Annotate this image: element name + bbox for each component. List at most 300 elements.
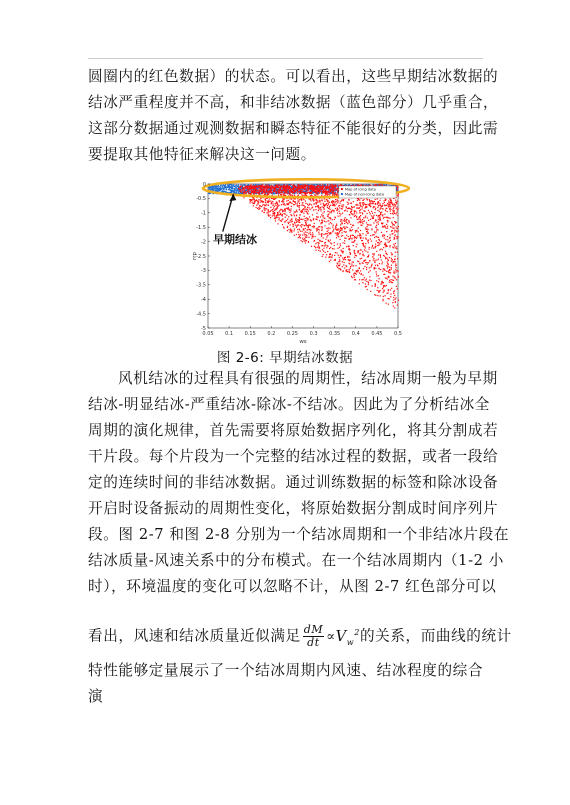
icing-point [397, 236, 398, 237]
icing-point [255, 207, 256, 208]
icing-point [395, 206, 396, 207]
icing-point [305, 242, 306, 243]
text-line: 段。图 2-7 和图 2-8 分别为一个结冰周期和一个非结冰片段在 [88, 526, 510, 543]
icing-point [291, 188, 292, 189]
icing-point [356, 246, 357, 247]
icing-point [327, 201, 328, 202]
icing-point [305, 209, 306, 210]
text-line: 定的连续时间的非结冰数据。通过训练数据的标签和除冰设备 [88, 474, 499, 491]
icing-point [245, 191, 246, 192]
icing-point [368, 249, 369, 250]
icing-point [298, 232, 299, 233]
icing-point [334, 242, 335, 243]
icing-point [397, 252, 398, 253]
icing-point [292, 195, 293, 196]
icing-point [361, 222, 362, 223]
icing-point [349, 269, 350, 270]
icing-point [271, 203, 272, 204]
formula-text-after: 的关系，而曲线的统计 [359, 627, 512, 645]
icing-point [364, 266, 365, 267]
icing-point [305, 200, 306, 201]
icing-point [365, 237, 366, 238]
icing-point [304, 220, 305, 221]
icing-point [334, 245, 335, 246]
icing-point [352, 235, 353, 236]
icing-point [361, 240, 362, 241]
icing-point [325, 257, 326, 258]
icing-point [323, 254, 324, 255]
icing-point [279, 212, 280, 213]
icing-point [285, 191, 286, 192]
icing-point [363, 268, 364, 269]
icing-point [365, 215, 366, 216]
icing-point [248, 193, 249, 194]
icing-point [289, 231, 290, 232]
icing-point [369, 247, 370, 248]
icing-point [391, 282, 392, 283]
icing-point [396, 246, 397, 247]
icing-point [317, 247, 318, 248]
icing-point [383, 200, 384, 201]
icing-point [284, 187, 285, 188]
icing-point [385, 217, 386, 218]
icing-point [396, 203, 397, 204]
non-icing-point [226, 188, 227, 189]
icing-point [350, 254, 351, 255]
icing-point [362, 223, 363, 224]
icing-point [363, 221, 364, 222]
icing-point [339, 259, 340, 260]
icing-point [335, 252, 336, 253]
icing-point [314, 194, 315, 195]
icing-point [324, 245, 325, 246]
icing-point [283, 184, 284, 185]
icing-point [342, 229, 343, 230]
icing-point [350, 212, 351, 213]
x-tick-label: 0.05 [202, 331, 214, 337]
x-tick-label: 0.2 [267, 331, 276, 337]
icing-point [268, 213, 269, 214]
icing-point [304, 234, 305, 235]
icing-point [381, 205, 382, 206]
icing-point [378, 215, 379, 216]
y-tick-label: -2.5 [196, 253, 206, 260]
icing-point [294, 186, 295, 187]
icing-point [268, 186, 269, 187]
icing-point [371, 200, 372, 201]
icing-point [302, 185, 303, 186]
icing-point [375, 220, 376, 221]
icing-point [360, 237, 361, 238]
icing-point [298, 234, 299, 235]
icing-point [349, 214, 350, 215]
icing-point [323, 251, 324, 252]
icing-point [263, 186, 264, 187]
icing-point [372, 285, 373, 286]
icing-point [312, 235, 313, 236]
icing-point [363, 246, 364, 247]
icing-point [312, 226, 313, 227]
x-tick-label: 0.3 [309, 331, 318, 337]
icing-point [335, 228, 336, 229]
icing-point [363, 202, 364, 203]
icing-point [283, 213, 284, 214]
icing-point [395, 247, 396, 248]
icing-point [397, 208, 398, 209]
icing-point [378, 254, 379, 255]
icing-point [309, 216, 310, 217]
icing-point [363, 243, 364, 244]
icing-point [328, 216, 329, 217]
icing-point [275, 185, 276, 186]
icing-point [328, 232, 329, 233]
icing-point [291, 206, 292, 207]
icing-point [304, 205, 305, 206]
icing-point [329, 185, 330, 186]
icing-point [371, 247, 372, 248]
icing-point [305, 186, 306, 187]
y-tick-label: -1 [201, 210, 206, 217]
icing-point [346, 231, 347, 232]
icing-point [339, 213, 340, 214]
icing-point [377, 287, 378, 288]
icing-point [296, 220, 297, 221]
icing-point [382, 282, 383, 283]
icing-point [258, 185, 259, 186]
non-icing-point [231, 190, 232, 191]
icing-point [300, 199, 301, 200]
icing-point [299, 214, 300, 215]
icing-point [261, 206, 262, 207]
icing-point [383, 218, 384, 219]
icing-point [316, 230, 317, 231]
icing-point [393, 306, 394, 307]
icing-point [392, 213, 393, 214]
icing-point [282, 209, 283, 210]
icing-point [357, 235, 358, 236]
icing-point [239, 189, 240, 190]
icing-point [349, 272, 350, 273]
icing-point [249, 202, 250, 203]
icing-point [286, 187, 287, 188]
icing-point [388, 304, 389, 305]
icing-point [311, 238, 312, 239]
icing-point [378, 259, 379, 260]
icing-point [259, 190, 260, 191]
icing-point [383, 234, 384, 235]
icing-point [313, 200, 314, 201]
icing-point [306, 237, 307, 238]
icing-point [384, 237, 385, 238]
non-icing-point [209, 188, 210, 189]
icing-point [322, 184, 323, 185]
non-icing-point [225, 191, 226, 192]
icing-point [389, 208, 390, 209]
icing-point [312, 199, 313, 200]
icing-point [282, 201, 283, 202]
icing-point [384, 286, 385, 287]
icing-point [393, 299, 394, 300]
icing-point [302, 224, 303, 225]
icing-point [368, 205, 369, 206]
icing-point [284, 189, 285, 190]
icing-point [386, 265, 387, 266]
icing-point [275, 217, 276, 218]
icing-point [379, 243, 380, 244]
icing-point [322, 256, 323, 257]
icing-point [264, 212, 265, 213]
icing-point [312, 188, 313, 189]
icing-point [281, 204, 282, 205]
icing-point [371, 215, 372, 216]
icing-point [326, 228, 327, 229]
icing-point [298, 221, 299, 222]
icing-point [328, 227, 329, 228]
icing-point [322, 186, 323, 187]
icing-point [394, 237, 395, 238]
icing-point [396, 228, 397, 229]
icing-point [299, 209, 300, 210]
icing-point [274, 213, 275, 214]
icing-point [253, 185, 254, 186]
icing-point [390, 213, 391, 214]
non-icing-point [237, 193, 238, 194]
icing-point [371, 211, 372, 212]
icing-point [356, 212, 357, 213]
icing-point [301, 224, 302, 225]
text-line: 结冰质量-风速关系中的分布模式。在一个结冰周期内（1-2 小 [88, 552, 504, 569]
icing-point [330, 232, 331, 233]
icing-point [383, 255, 384, 256]
icing-point [289, 212, 290, 213]
icing-point [295, 212, 296, 213]
icing-point [389, 269, 390, 270]
icing-point [311, 220, 312, 221]
icing-point [337, 188, 338, 189]
icing-point [388, 276, 389, 277]
icing-point [375, 204, 376, 205]
icing-point [396, 207, 397, 208]
icing-point [333, 248, 334, 249]
icing-point [362, 282, 363, 283]
icing-point [267, 186, 268, 187]
icing-point [336, 185, 337, 186]
text-line: 结冰严重程度并不高，和非结冰数据（蓝色部分）几乎重合， [88, 94, 499, 111]
icing-point [350, 259, 351, 260]
icing-point [351, 230, 352, 231]
icing-point [302, 202, 303, 203]
icing-point [269, 198, 270, 199]
non-icing-point [321, 193, 322, 194]
icing-point [395, 301, 396, 302]
icing-point [385, 251, 386, 252]
icing-point [334, 219, 335, 220]
non-icing-point [217, 190, 218, 191]
icing-point [342, 242, 343, 243]
icing-point [313, 225, 314, 226]
fraction-dm-dt [303, 624, 325, 649]
icing-point [365, 262, 366, 263]
icing-point [381, 232, 382, 233]
icing-point [363, 185, 364, 186]
icing-point [304, 211, 305, 212]
icing-point [374, 206, 375, 207]
icing-point [325, 242, 326, 243]
icing-point [348, 208, 349, 209]
icing-point [297, 229, 298, 230]
icing-point [295, 218, 296, 219]
icing-point [356, 204, 357, 205]
icing-point [279, 188, 280, 189]
icing-point [385, 253, 386, 254]
icing-point [368, 242, 369, 243]
icing-point [262, 205, 263, 206]
icing-point [360, 215, 361, 216]
icing-point [376, 251, 377, 252]
icing-point [327, 231, 328, 232]
icing-point [308, 237, 309, 238]
icing-point [374, 261, 375, 262]
icing-point [351, 238, 352, 239]
icing-point [302, 219, 303, 220]
icing-point [359, 200, 360, 201]
icing-point [367, 229, 368, 230]
icing-point [258, 199, 259, 200]
icing-point [305, 190, 306, 191]
icing-point [326, 199, 327, 200]
icing-point [339, 207, 340, 208]
non-icing-point [219, 189, 220, 190]
icing-point [349, 221, 350, 222]
icing-point [243, 192, 244, 193]
icing-point [368, 255, 369, 256]
icing-point [388, 206, 389, 207]
icing-point [297, 206, 298, 207]
icing-point [286, 208, 287, 209]
icing-point [314, 240, 315, 241]
icing-point [366, 279, 367, 280]
icing-point [311, 187, 312, 188]
icing-point [347, 211, 348, 212]
icing-point [302, 205, 303, 206]
icing-point [339, 247, 340, 248]
icing-point [398, 187, 399, 188]
icing-point [359, 268, 360, 269]
icing-point [301, 187, 302, 188]
icing-point [297, 191, 298, 192]
icing-point [375, 244, 376, 245]
icing-point [388, 290, 389, 291]
icing-point [329, 189, 330, 190]
icing-point [304, 240, 305, 241]
icing-point [372, 245, 373, 246]
icing-point [340, 224, 341, 225]
icing-point [302, 211, 303, 212]
icing-point [388, 242, 389, 243]
icing-point [344, 267, 345, 268]
icing-point [368, 272, 369, 273]
icing-point [256, 205, 257, 206]
icing-point [307, 191, 308, 192]
icing-point [346, 246, 347, 247]
icing-point [278, 205, 279, 206]
icing-point [291, 232, 292, 233]
non-icing-point [208, 187, 209, 188]
icing-point [290, 210, 291, 211]
icing-point [361, 258, 362, 259]
icing-point [346, 271, 347, 272]
icing-point [357, 222, 358, 223]
icing-point [362, 233, 363, 234]
icing-point [310, 220, 311, 221]
icing-point [253, 187, 254, 188]
icing-point [354, 237, 355, 238]
icing-point [301, 231, 302, 232]
icing-point [398, 226, 399, 227]
non-icing-point [275, 193, 276, 194]
icing-point [298, 237, 299, 238]
icing-point [389, 257, 390, 258]
icing-point [303, 199, 304, 200]
icing-point [310, 200, 311, 201]
icing-point [283, 201, 284, 202]
icing-point [370, 270, 371, 271]
icing-point [379, 249, 380, 250]
icing-point [385, 210, 386, 211]
icing-point [318, 246, 319, 247]
icing-point [298, 185, 299, 186]
icing-point [384, 214, 385, 215]
icing-point [305, 203, 306, 204]
icing-point [386, 246, 387, 247]
icing-point [381, 263, 382, 264]
icing-point [392, 203, 393, 204]
icing-point [351, 203, 352, 204]
icing-point [277, 217, 278, 218]
icing-point [341, 206, 342, 207]
non-icing-point [281, 184, 282, 185]
icing-point [334, 205, 335, 206]
icing-point [393, 261, 394, 262]
icing-point [397, 201, 398, 202]
icing-point [362, 204, 363, 205]
y-tick-label: -2 [201, 239, 206, 246]
icing-point [334, 217, 335, 218]
icing-point [322, 249, 323, 250]
icing-point [339, 268, 340, 269]
icing-point [371, 240, 372, 241]
icing-point [367, 217, 368, 218]
icing-point [329, 207, 330, 208]
icing-point [304, 195, 305, 196]
icing-point [379, 211, 380, 212]
icing-point [307, 204, 308, 205]
icing-point [318, 205, 319, 206]
icing-point [355, 211, 356, 212]
icing-point [374, 237, 375, 238]
icing-point [337, 191, 338, 192]
icing-point [315, 189, 316, 190]
icing-point [385, 245, 386, 246]
non-icing-point [222, 189, 223, 190]
icing-point [380, 214, 381, 215]
icing-point [303, 239, 304, 240]
icing-point [252, 199, 253, 200]
icing-point [391, 261, 392, 262]
icing-point [393, 205, 394, 206]
icing-point [319, 234, 320, 235]
icing-point [301, 240, 302, 241]
